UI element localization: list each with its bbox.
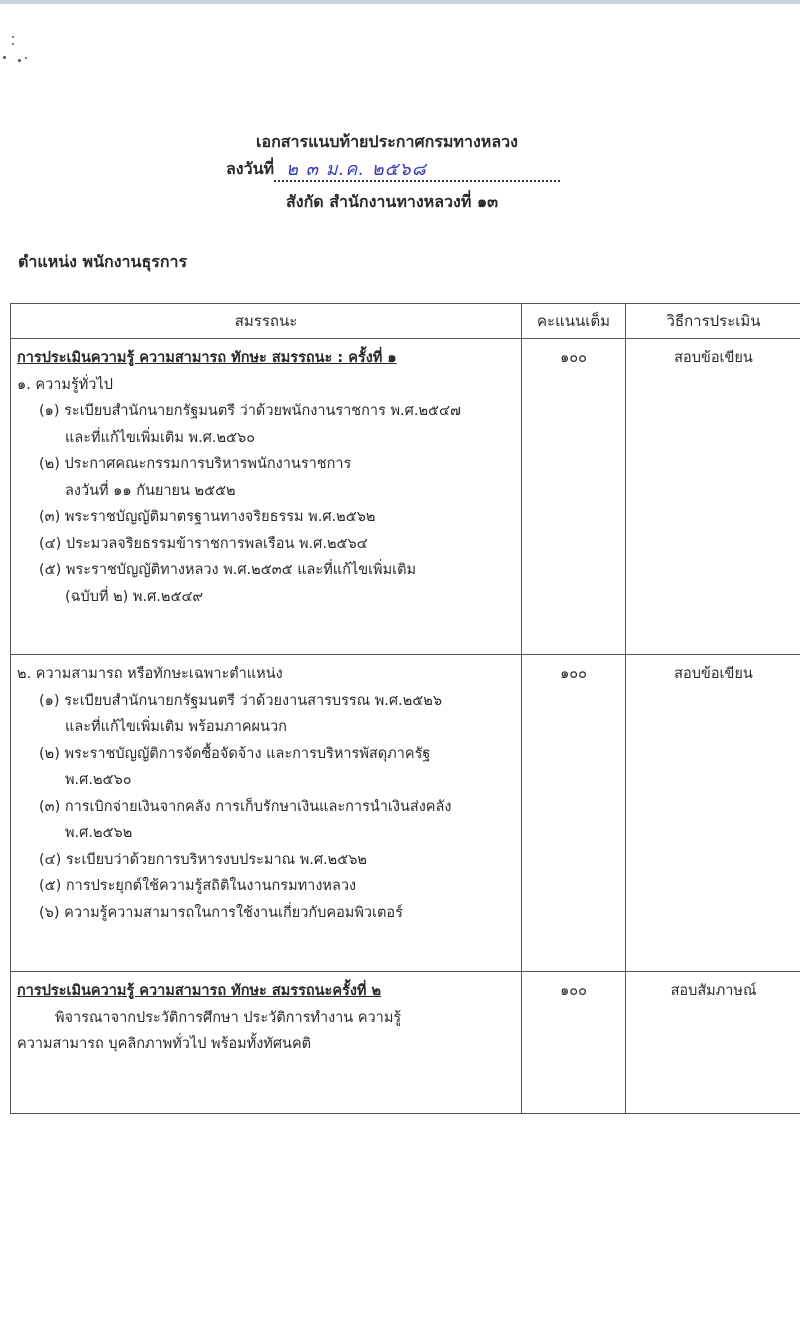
table-header-row bbox=[11, 304, 800, 339]
score-cell: ๑๐๐ bbox=[522, 655, 626, 972]
list-item-continuation: พ.ศ.๒๕๖๒ bbox=[65, 825, 133, 841]
method-cell: สอบข้อเขียน bbox=[626, 655, 800, 972]
scan-top-edge bbox=[0, 0, 800, 4]
competency-cell bbox=[11, 655, 522, 972]
table-row bbox=[11, 972, 800, 1114]
competency-cell bbox=[11, 339, 522, 655]
date-label: ลงวันที่ bbox=[226, 159, 275, 178]
list-item-continuation: ลงวันที่ ๑๑ กันยายน ๒๕๕๒ bbox=[65, 482, 236, 499]
speck bbox=[12, 36, 14, 38]
speck bbox=[12, 43, 14, 45]
list-item: (๔) ระเบียบว่าด้วยการบริหารงบประมาณ พ.ศ.๒๕๖๒ bbox=[39, 851, 367, 868]
list-item: (๖) ความรู้ความสามารถในการใช้งานเกี่ยวกับคอมพิวเตอร์ bbox=[39, 904, 403, 921]
header-method: วิธีการประเมิน bbox=[626, 304, 800, 339]
header-full-score: คะแนนเต็ม bbox=[522, 304, 626, 339]
competency-cell bbox=[11, 972, 522, 1114]
affiliation: สังกัด สำนักงานทางหลวงที่ ๑๓ bbox=[286, 192, 499, 211]
date-field bbox=[274, 159, 560, 182]
speck bbox=[18, 59, 21, 62]
list-item: (๑) ระเบียบสำนักนายกรัฐมนตรี ว่าด้วยงานสารบรรณ พ.ศ.๒๕๒๖ bbox=[39, 692, 443, 709]
method-cell: สอบข้อเขียน bbox=[626, 339, 800, 655]
list-item-continuation: และที่แก้ไขเพิ่มเติม พ.ศ.๒๕๖๐ bbox=[65, 429, 256, 446]
section-heading: การประเมินความรู้ ความสามารถ ทักษะ สมรรถนะครั้งที่ ๒ bbox=[17, 983, 382, 999]
paragraph-line: พิจารณาจากประวัติการศึกษา ประวัติการทำงาน ความรู้ bbox=[55, 1009, 402, 1026]
list-item: (๓) การเบิกจ่ายเงินจากคลัง การเก็บรักษาเงินและการนำเงินส่งคลัง bbox=[39, 798, 452, 815]
speck bbox=[3, 56, 6, 59]
table-row bbox=[11, 339, 800, 655]
section-title: ๒. ความสามารถ หรือทักษะเฉพาะตำแหน่ง bbox=[17, 666, 283, 682]
section-title: ๑. ความรู้ทั่วไป bbox=[17, 376, 113, 393]
paragraph-line: ความสามารถ บุคลิกภาพทั่วไป พร้อมทั้งทัศนคติ bbox=[17, 1036, 312, 1052]
score-cell: ๑๐๐ bbox=[522, 339, 626, 655]
table-row bbox=[11, 655, 800, 972]
score-cell: ๑๐๐ bbox=[522, 972, 626, 1114]
list-item-continuation: พ.ศ.๒๕๖๐ bbox=[65, 772, 132, 788]
section-heading: การประเมินความรู้ ความสามารถ ทักษะ สมรรถนะ : ครั้งที่ ๑ bbox=[17, 350, 397, 366]
position-title: ตำแหน่ง พนักงานธุรการ bbox=[18, 252, 188, 271]
date-line bbox=[226, 157, 560, 182]
list-item-continuation: และที่แก้ไขเพิ่มเติม พร้อมภาคผนวก bbox=[65, 719, 287, 735]
list-item: (๓) พระราชบัญญัติมาตรฐานทางจริยธรรม พ.ศ.๒๕๖๒ bbox=[39, 509, 376, 525]
list-item: (๔) ประมวลจริยธรรมข้าราชการพลเรือน พ.ศ.๒๕๖๔ bbox=[39, 535, 368, 552]
document-title: เอกสารแนบท้ายประกาศกรมทางหลวง bbox=[256, 132, 518, 151]
scan-specks bbox=[0, 30, 40, 70]
list-item: (๕) การประยุกต์ใช้ความรู้สถิติในงานกรมทางหลวง bbox=[39, 878, 357, 894]
speck bbox=[25, 57, 27, 59]
method-cell: สอบสัมภาษณ์ bbox=[626, 972, 800, 1114]
handwritten-date: ๒ ๓ ม.ค. ๒๕๖๘ bbox=[286, 159, 427, 180]
list-item: (๒) พระราชบัญญัติการจัดซื้อจัดจ้าง และการบริหารพัสดุภาครัฐ bbox=[39, 745, 431, 762]
list-item: (๕) พระราชบัญญัติทางหลวง พ.ศ.๒๕๓๕ และที่แก้ไขเพิ่มเติม bbox=[39, 562, 417, 578]
list-item: (๑) ระเบียบสำนักนายกรัฐมนตรี ว่าด้วยพนักงานราชการ พ.ศ.๒๕๔๗ bbox=[39, 403, 461, 419]
list-item: (๒) ประกาศคณะกรรมการบริหารพนักงานราชการ bbox=[39, 456, 352, 472]
assessment-table bbox=[10, 303, 800, 1114]
header-competency: สมรรถนะ bbox=[11, 304, 522, 339]
list-item-continuation: (ฉบับที่ ๒) พ.ศ.๒๕๔๙ bbox=[65, 588, 204, 605]
